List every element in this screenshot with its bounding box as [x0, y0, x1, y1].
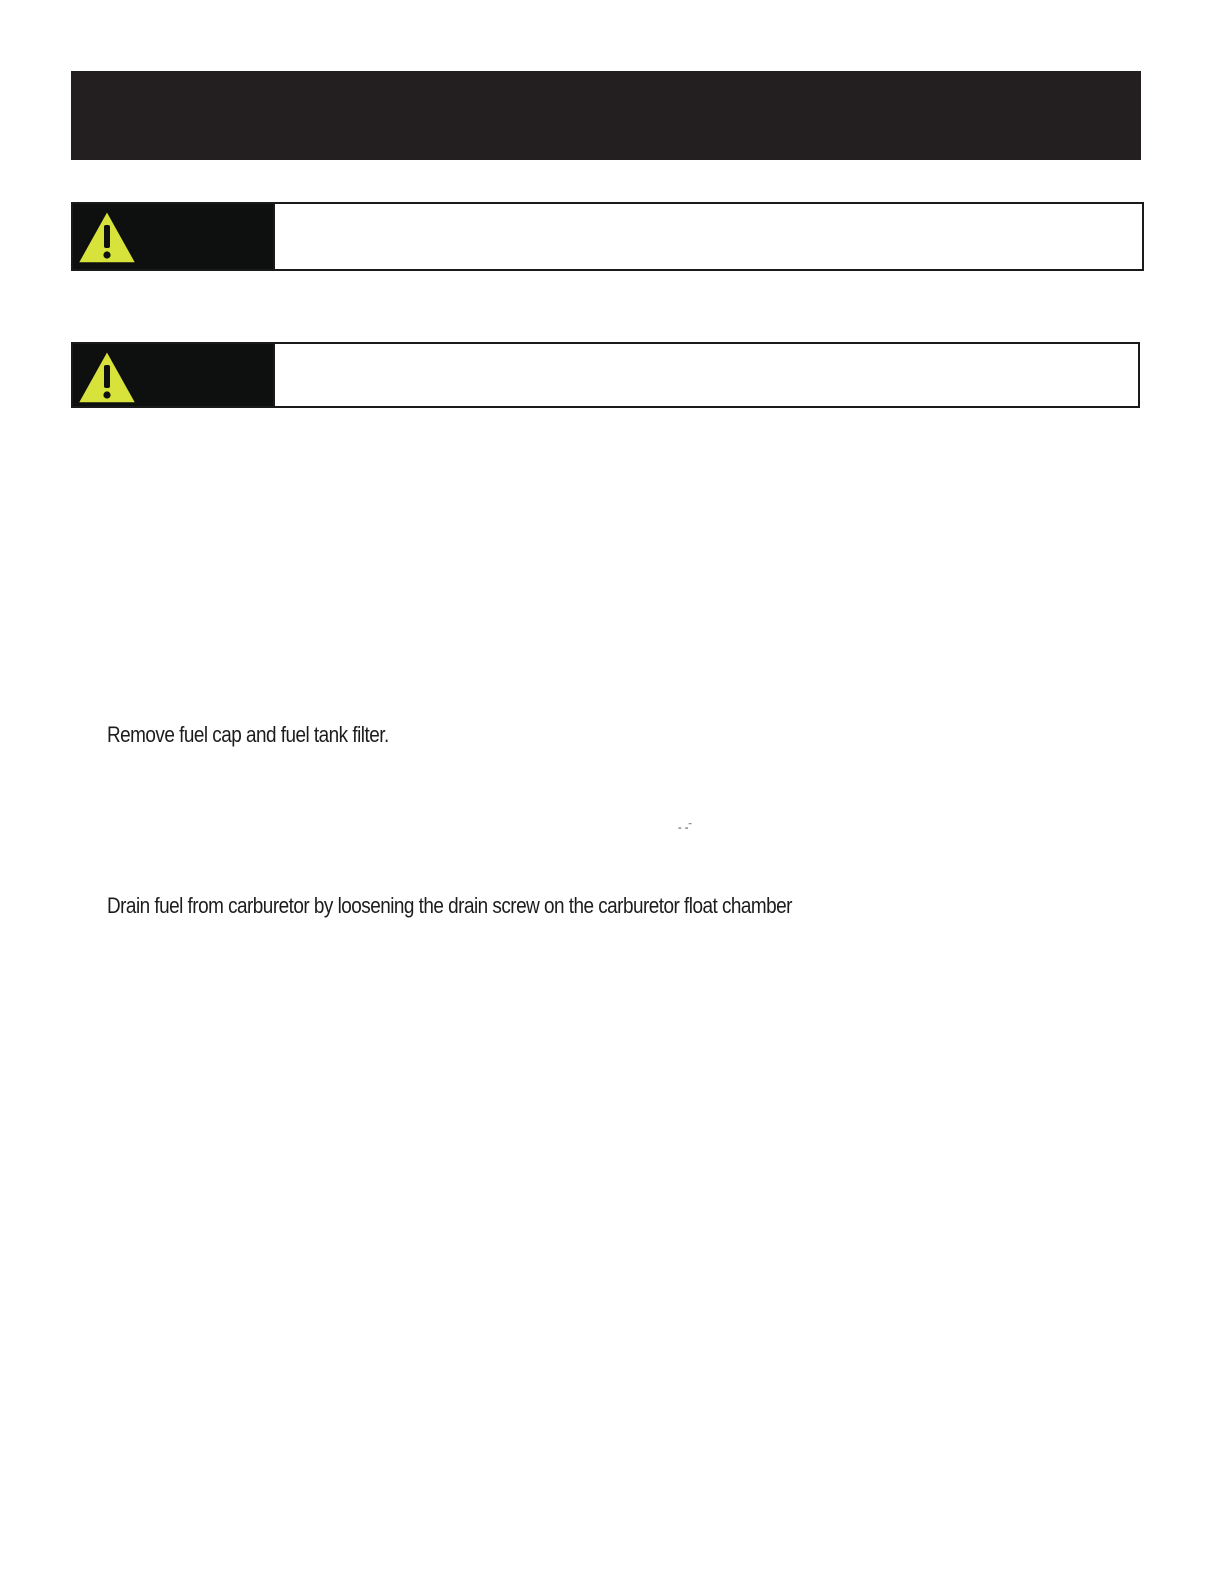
- warning-content-2: [273, 344, 1138, 406]
- warning-content-1: [273, 204, 1142, 269]
- warning-label-2: [73, 344, 273, 406]
- warning-triangle-icon: [76, 349, 138, 405]
- stray-mark: - -ˉ: [678, 822, 693, 834]
- instruction-step-2: Drain fuel from carburetor by loosening the drain screw on the carburetor float chamber: [107, 893, 792, 918]
- warning-label-1: [73, 204, 273, 269]
- warning-triangle-icon: [76, 209, 138, 265]
- warning-box-2: [71, 342, 1140, 408]
- instruction-step-1: Remove fuel cap and fuel tank filter.: [107, 722, 389, 747]
- warning-box-1: [71, 202, 1144, 271]
- section-header-bar: [71, 71, 1141, 160]
